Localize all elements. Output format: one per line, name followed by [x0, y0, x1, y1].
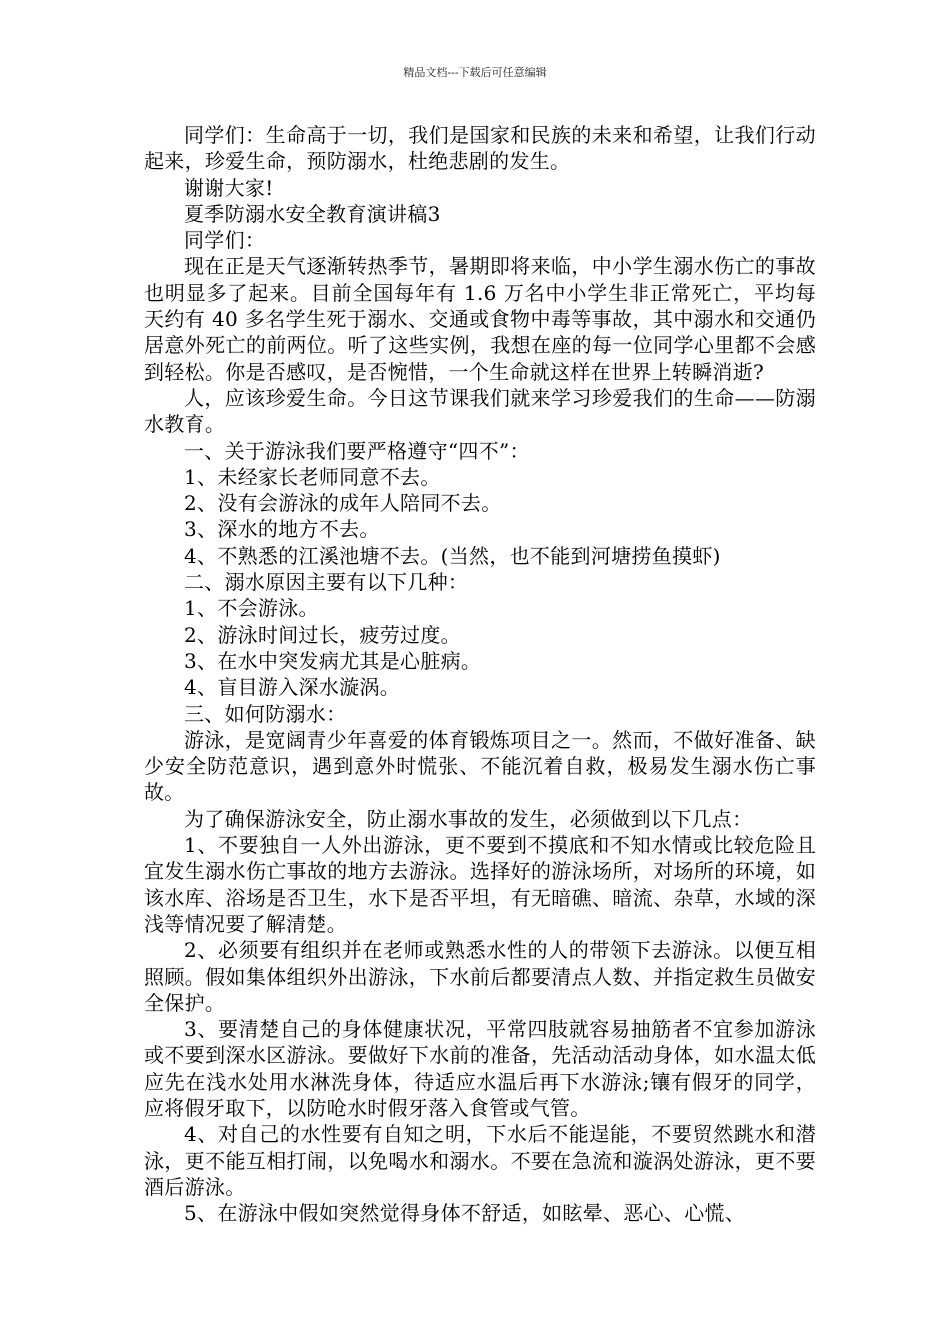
paragraph: 4、盲目游入深水漩涡。	[184, 675, 401, 700]
paragraph: 5、在游泳中假如突然觉得身体不舒适，如眩晕、恶心、心慌、	[184, 1201, 746, 1226]
paragraph: 二、溺水原因主要有以下几种：	[184, 570, 469, 595]
paragraph: 2、游泳时间过长，疲劳过度。	[184, 622, 461, 647]
paragraph: 2、必须要有组织并在老师或熟悉水性的人的带领下去游泳。以便互相照顾。假如集体组织外出游泳，下水前后都要清点人数、并指定救生员做安全保护。	[144, 938, 816, 1015]
paragraph: 谢谢大家!	[184, 175, 274, 200]
paragraph: 1、不要独自一人外出游泳，更不要到不摸底和不知水情或比较危险且宜发生溺水伤亡事故的地方去游泳。选择好的游泳场所，对场所的环境，如该水库、浴场是否卫生，水下是否平坦，有无暗礁、暗流、杂草，水域的深浅等情况要了解清楚。	[144, 833, 816, 936]
paragraph: 1、不会游泳。	[184, 596, 319, 621]
paragraph: 4、对自己的水性要有自知之明，下水后不能逞能，不要贸然跳水和潜泳，更不能互相打闹，以免喝水和溺水。不要在急流和漩涡处游泳，更不要酒后游泳。	[144, 1122, 816, 1199]
paragraph: 4、不熟悉的江溪池塘不去。(当然，也不能到河塘捞鱼摸虾)	[184, 543, 721, 568]
page-header: 精品文档---下载后可任意编辑	[403, 66, 547, 79]
paragraph: 现在正是天气逐渐转热季节，暑期即将来临，中小学生溺水伤亡的事故也明显多了起来。目前全国每年有 1.6 万名中小学生非正常死亡，平均每天约有 40 多名学生死于溺水、交通或食物中毒等事故，其中溺水和交通仍居意外死亡的前两位。听了这些实例，我想在座的每一位同学心里都不会感到轻松。你是否感叹，是否惋惜，一个生命就这样在世界上转瞬消逝?	[144, 254, 816, 384]
paragraph: 一、关于游泳我们要严格遵守“四不”：	[184, 438, 530, 463]
paragraph: 三、如何防溺水：	[184, 701, 347, 726]
paragraph: 同学们：生命高于一切，我们是国家和民族的未来和希望，让我们行动起来，珍爱生命，预防溺水，杜绝悲剧的发生。	[144, 123, 816, 174]
document-body	[144, 122, 816, 1226]
paragraph: 3、要清楚自己的身体健康状况，平常四肢就容易抽筋者不宜参加游泳或不要到深水区游泳。要做好下水前的准备，先活动活动身体，如水温太低应先在浅水处用水淋洗身体，待适应水温后再下水游泳;镶有假牙的同学，应将假牙取下，以防呛水时假牙落入食管或气管。	[144, 1017, 816, 1120]
paragraph: 3、深水的地方不去。	[184, 517, 380, 542]
paragraph: 2、没有会游泳的成年人陪同不去。	[184, 491, 502, 516]
paragraph: 为了确保游泳安全，防止溺水事故的发生，必须做到以下几点：	[184, 806, 753, 831]
paragraph: 3、在水中突发病尤其是心脏病。	[184, 648, 482, 673]
paragraph: 同学们：	[184, 228, 266, 253]
paragraph: 人，应该珍爱生命。今日这节课我们就来学习珍爱我们的生命——防溺水教育。	[144, 385, 816, 437]
paragraph: 游泳，是宽阔青少年喜爱的体育锻炼项目之一。然而，不做好准备、缺少安全防范意识，遇到意外时慌张、不能沉着自救，极易发生溺水伤亡事故。	[144, 727, 816, 805]
paragraph: 1、未经家长老师同意不去。	[184, 464, 441, 489]
paragraph: 夏季防溺水安全教育演讲稿3	[184, 201, 441, 226]
